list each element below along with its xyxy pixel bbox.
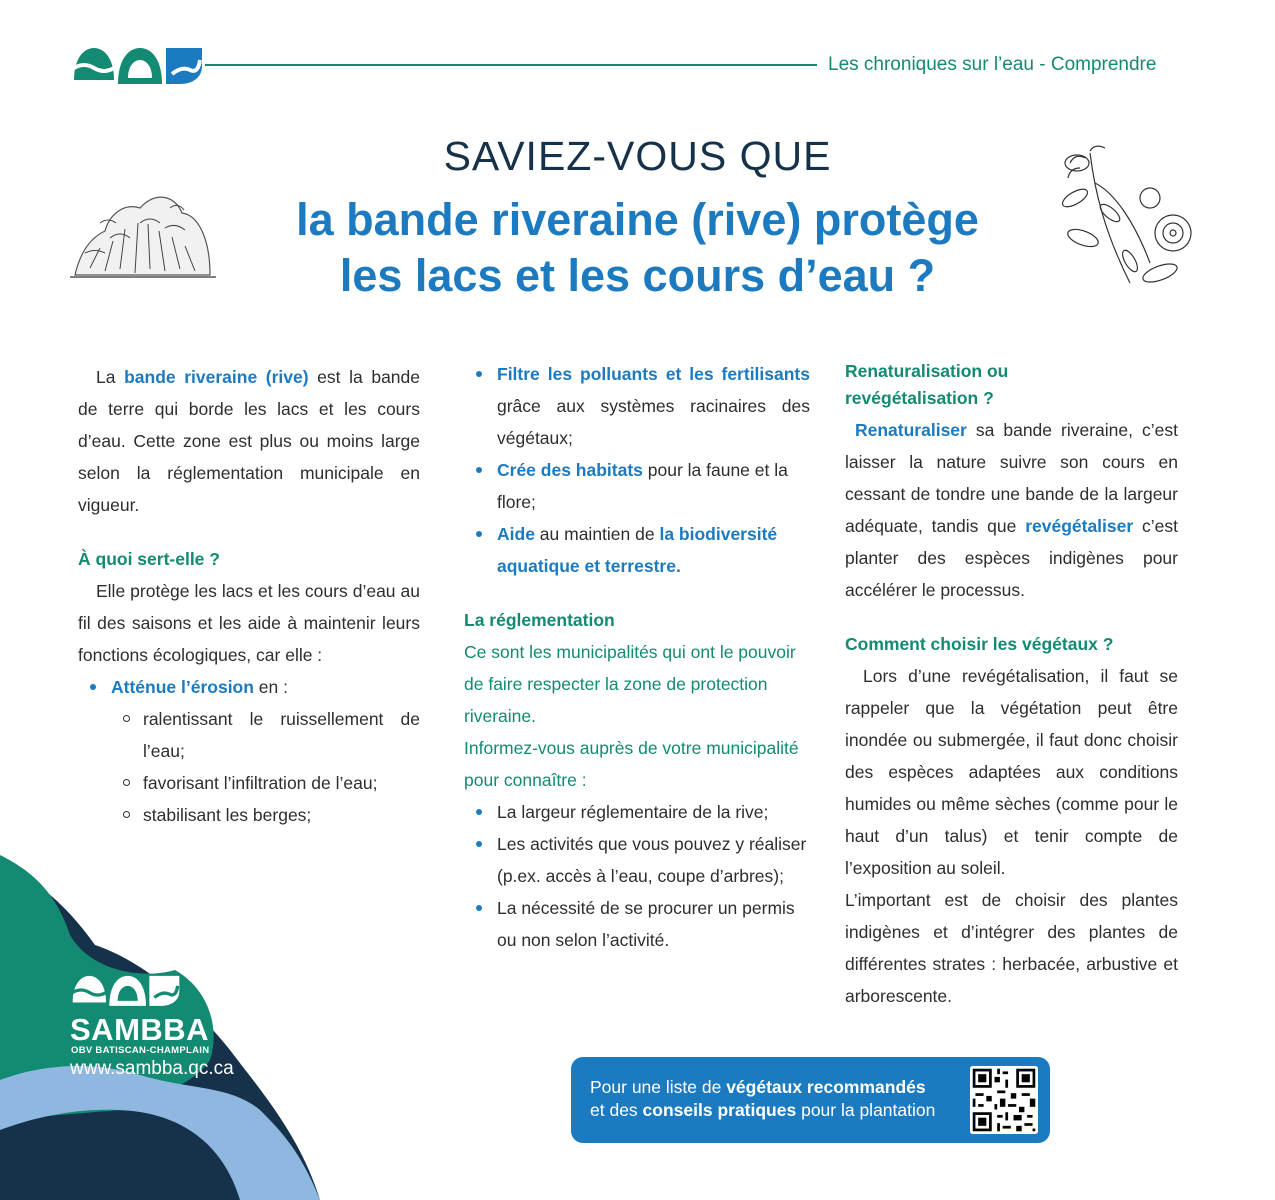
list-item — [464, 518, 810, 582]
section-heading-choose-plants: Comment choisir les végétaux ? — [845, 634, 1114, 654]
list-item: La nécessité de se procurer un permis ou non selon l’activité. — [464, 892, 810, 956]
list-item — [464, 454, 810, 518]
role-list — [78, 671, 420, 703]
qr-code-icon[interactable] — [970, 1066, 1038, 1134]
sub-list-item: favorisant l’infiltration de l’eau; — [111, 767, 420, 799]
callout-line-2 — [590, 1099, 935, 1122]
intro-highlight: bande riveraine (rive) — [124, 367, 309, 387]
callout-text-c: et des — [590, 1100, 643, 1120]
list-item — [78, 671, 420, 703]
renaturalisation-paragraph — [845, 414, 1178, 606]
sambba-logo — [72, 44, 204, 86]
important-paragraph: L’important est de choisir des plantes indigènes et d’intégrer des plantes de différentes strates : herbacée, arbustive et arborescente. — [845, 890, 1178, 1006]
callout-text-a: Pour une liste de — [590, 1077, 727, 1097]
header-label: Les chroniques sur l’eau - Comprendre — [828, 54, 1157, 75]
column-2 — [464, 358, 810, 956]
brand-name: SAMBBA — [70, 1012, 210, 1047]
resources-callout[interactable] — [571, 1057, 1050, 1143]
regulation-paragraph: Ce sont les municipalités qui ont le pouvoir de faire respecter la zone de protection riveraine. — [464, 642, 796, 726]
role-paragraph: Elle protège les lacs et les cours d’eau au fil des saisons et les aide à maintenir leurs fonctions écologiques, car elle : — [78, 581, 420, 665]
column-1 — [78, 361, 420, 831]
sub-list-item: stabilisant les berges; — [111, 799, 420, 831]
intro-text-b: est la bande de terre qui borde les lacs et les cours d’eau. Cette zone est plus ou moins large selon la réglementation municipale en vigueur. — [78, 367, 421, 515]
shrub-illustration — [70, 183, 216, 283]
choose-plants-paragraph: Lors d’une revégétalisation, il faut se rappeler que la végétation peut être inondée ou submergée, il faut donc choisir des espèces adaptées aux conditions humides ou même sèches (comme pour le haut d’un talus) et tenir compte de l’exposition au soleil. — [845, 666, 1178, 878]
bullet-text: en : — [253, 677, 288, 697]
callout-text-e: pour la plantation — [796, 1100, 936, 1120]
callout-line-1 — [590, 1076, 935, 1099]
revegetaliser-highlight: revégétaliser — [1025, 516, 1134, 536]
website-link[interactable]: www.sambba.qc.ca — [70, 1058, 234, 1079]
main-title-line2: les lacs et les cours d’eau ? — [339, 250, 936, 301]
regulation-paragraph-2: Informez-vous auprès de votre municipalité pour connaître : — [464, 738, 799, 790]
section-heading-regulation: La réglementation — [464, 610, 615, 630]
renaturaliser-highlight: Renaturaliser — [855, 420, 967, 440]
header-rule — [205, 64, 817, 66]
sambba-logo-white — [71, 972, 181, 1008]
section-heading-renaturalisation: Renaturalisation ou revégétalisation ? — [845, 361, 1009, 408]
bullet-highlight: Atténue l’érosion — [111, 677, 254, 697]
renaturalisation-text-a: sa bande riveraine, c’est laisser la nature suivre son cours en cessant de tondre une bande de la largeur adéquate, tandis que — [845, 420, 1178, 536]
bullet-highlight: la biodiversité aquatique et terrestre. — [497, 524, 778, 576]
intro-text-a: La — [96, 367, 125, 387]
renaturalisation-text-b: c’est planter des espèces indigènes pour accélérer le processus. — [845, 516, 1178, 600]
list-item: La largeur réglementaire de la rive; — [464, 796, 810, 828]
callout-bold-b: conseils pratiques — [642, 1100, 797, 1120]
callout-bold-a: végétaux recommandés — [726, 1077, 926, 1097]
bullet-highlight: Crée des habitats — [497, 460, 643, 480]
list-item — [464, 358, 810, 454]
erosion-sublist — [78, 703, 420, 831]
benefit-list — [464, 358, 810, 582]
bullet-text: grâce aux systèmes racinaires des végétaux; — [497, 396, 810, 448]
column-3 — [845, 358, 1178, 1012]
bullet-highlight: Aide — [497, 524, 535, 544]
intro-paragraph — [78, 361, 420, 521]
main-title — [200, 192, 1075, 304]
bullet-text: au maintien de — [534, 524, 660, 544]
section-heading-role: À quoi sert-elle ? — [78, 549, 220, 569]
bullet-text: pour la faune et la flore; — [497, 460, 788, 512]
callout-text — [590, 1076, 935, 1122]
brand-subtitle: OBV BATISCAN-CHAMPLAIN — [71, 1045, 210, 1056]
pre-title: SAVIEZ-VOUS QUE — [443, 133, 832, 179]
main-title-line1: la bande riveraine (rive) protège — [296, 194, 979, 245]
list-item: Les activités que vous pouvez y réaliser (p.ex. accès à l’eau, coupe d’arbres); — [464, 828, 810, 892]
bullet-highlight: Filtre les polluants et les fertilisants — [497, 364, 810, 384]
regulation-list — [464, 796, 810, 956]
sub-list-item: ralentissant le ruissellement de l’eau; — [111, 703, 420, 767]
